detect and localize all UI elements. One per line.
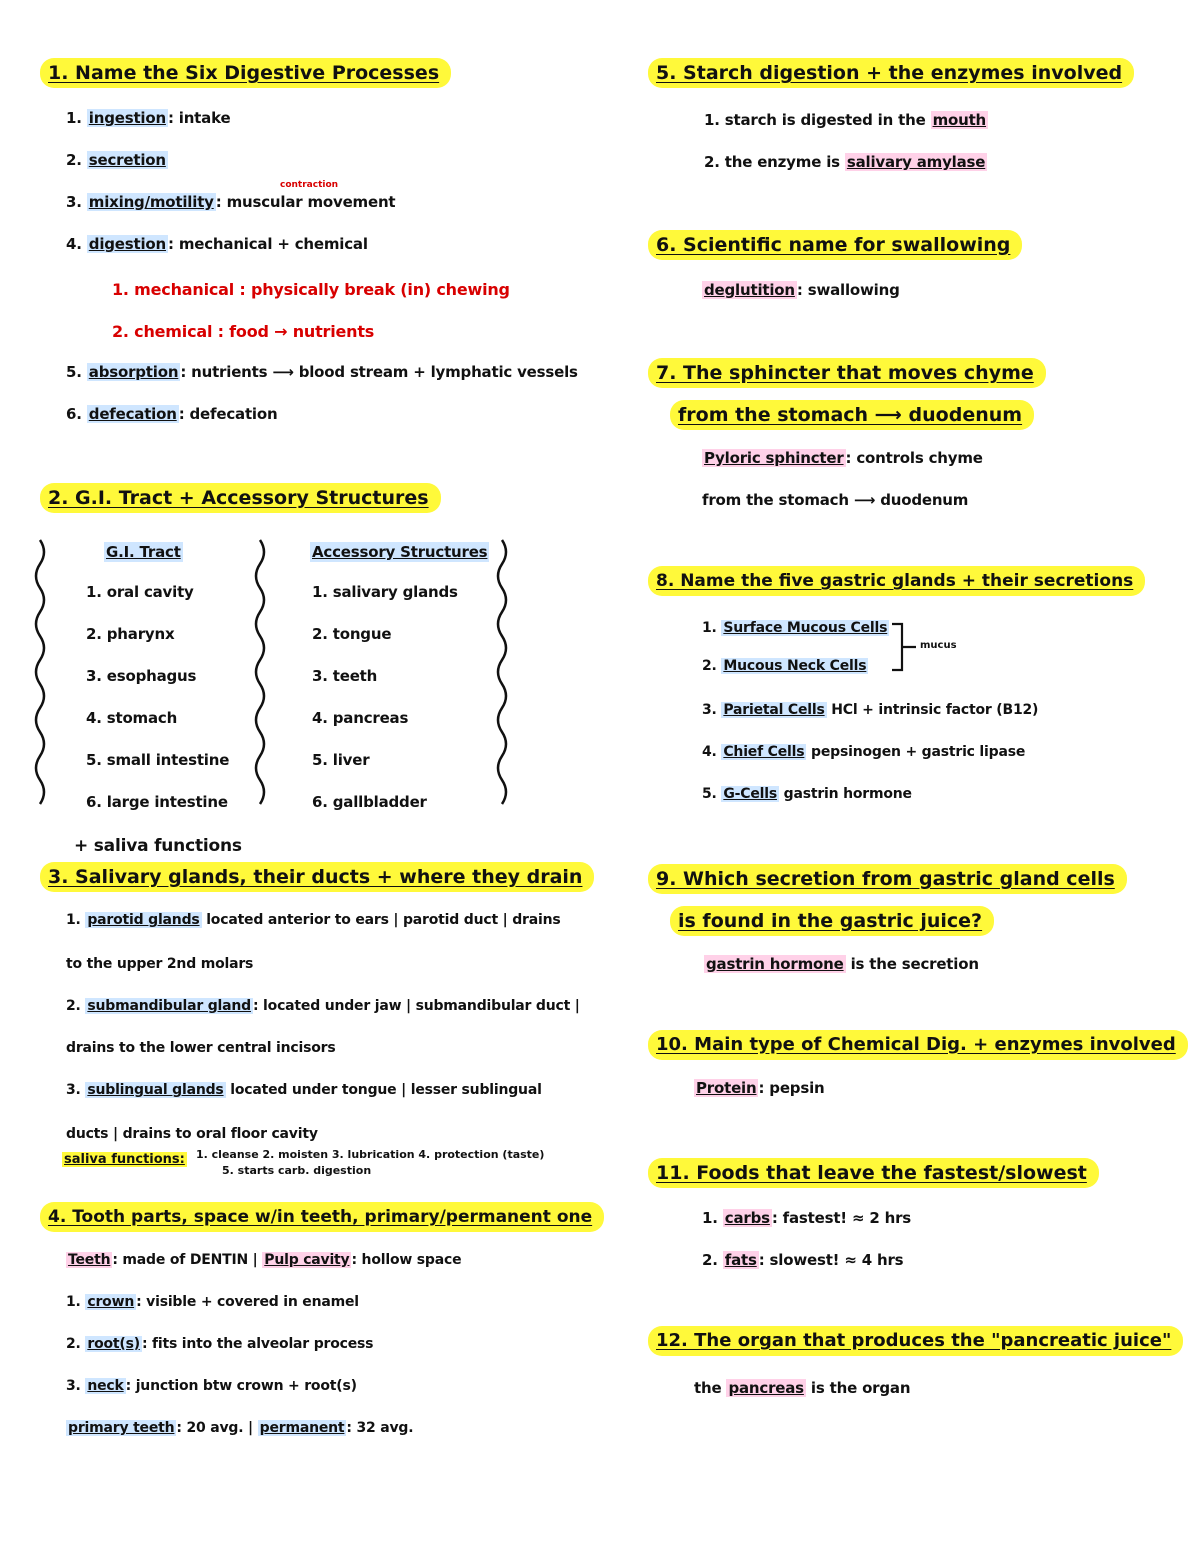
line-number: 5.	[702, 786, 717, 802]
accessory-item: 6. gallbladder	[312, 793, 427, 811]
tooth-term: Pulp cavity	[264, 1252, 350, 1268]
gi-tract-item: 1. oral cavity	[86, 583, 194, 601]
s3-line: drains to the lower central incisors	[66, 1040, 336, 1056]
line-text: : fits into the alveolar process	[141, 1336, 374, 1352]
food-term: carbs	[724, 1209, 770, 1227]
item-term: ingestion	[88, 109, 166, 127]
s3-line	[66, 910, 560, 930]
s8-line	[702, 784, 912, 804]
saliva-functions-list-2: 5. starts carb. digestion	[222, 1164, 372, 1177]
s4-line	[66, 1292, 359, 1312]
s4-line	[66, 1250, 461, 1270]
line-number: 1.	[702, 1209, 718, 1227]
item-term: secretion	[88, 151, 166, 169]
section-9-title-line1: 9. Which secretion from gastric gland cells	[648, 864, 1127, 894]
s1-sub-2: 2. chemical : food → nutrients	[112, 322, 375, 341]
s1-item-4	[66, 234, 368, 254]
line-text: HCl + intrinsic factor (B12)	[826, 702, 1039, 718]
item-number: 3.	[66, 193, 82, 211]
line-text: : made of DENTIN |	[112, 1252, 263, 1268]
gi-tract-item: 5. small intestine	[86, 751, 230, 769]
section-6-title: 6. Scientific name for swallowing	[648, 230, 1022, 260]
section-12-title: 12. The organ that produces the "pancreatic juice"	[648, 1326, 1183, 1356]
key-term: Pyloric sphincter	[704, 449, 844, 467]
s4-line	[66, 1334, 373, 1354]
line-text: located under tongue | lesser sublingual	[225, 1082, 542, 1098]
section-8-title: 8. Name the five gastric glands + their secretions	[648, 566, 1145, 596]
s3-line: to the upper 2nd molars	[66, 956, 254, 972]
cell-term: G-Cells	[723, 786, 777, 802]
accessory-item: 1. salivary glands	[312, 583, 458, 601]
wavy-brace-right	[492, 538, 512, 808]
s1-item-3	[66, 192, 395, 212]
line-text: : visible + covered in enamel	[136, 1294, 359, 1310]
key-term: mouth	[932, 111, 987, 129]
item-text: : mechanical + chemical	[168, 235, 368, 253]
line-text: : 32 avg.	[346, 1420, 414, 1436]
section-7-title-line1: 7. The sphincter that moves chyme	[648, 358, 1046, 388]
s2-note: + saliva functions	[74, 836, 242, 856]
item-text: : defecation	[178, 405, 278, 423]
section-3-title: 3. Salivary glands, their ducts + where they drain	[40, 862, 594, 892]
s1-item-6	[66, 404, 277, 424]
item-number: 5.	[66, 363, 82, 381]
accessory-item: 3. teeth	[312, 667, 378, 685]
tooth-term: crown	[87, 1294, 135, 1310]
tooth-term: primary teeth	[68, 1420, 175, 1436]
s8-line	[702, 656, 868, 676]
line-text: located anterior to ears | parotid duct | drains	[201, 912, 561, 928]
s4-line	[66, 1376, 357, 1396]
item-term: defecation	[88, 405, 177, 423]
s7-line-2: from the stomach ⟶ duodenum	[702, 491, 969, 509]
s11-line	[702, 1208, 911, 1228]
item-term: mixing/motility	[88, 193, 214, 211]
s1-annotation: contraction	[280, 180, 339, 190]
s1-sub-1: 1. mechanical : physically break (in) chewing	[112, 280, 510, 299]
s11-line	[702, 1250, 903, 1270]
line-text: the	[694, 1379, 727, 1397]
s1-item-5	[66, 362, 578, 382]
gi-tract-item: 3. esophagus	[86, 667, 197, 685]
line-text: : located under jaw | submandibular duct |	[252, 998, 580, 1014]
line-text: : swallowing	[796, 281, 900, 299]
bracket-icon	[888, 618, 920, 678]
accessory-item: 2. tongue	[312, 625, 392, 643]
section-7-title-line2: from the stomach ⟶ duodenum	[670, 400, 1034, 430]
tooth-term: neck	[87, 1378, 124, 1394]
line-text: : hollow space	[351, 1252, 462, 1268]
gi-tract-item: 6. large intestine	[86, 793, 228, 811]
cell-term: Surface Mucous Cells	[723, 620, 888, 636]
food-term: fats	[724, 1251, 757, 1269]
line-text: : junction btw crown + root(s)	[125, 1378, 357, 1394]
line-text: : 20 avg. |	[176, 1420, 258, 1436]
saliva-functions-label: saliva functions:	[64, 1152, 185, 1167]
line-number: 3.	[66, 1378, 81, 1394]
gi-tract-item: 4. stomach	[86, 709, 178, 727]
line-number: 1.	[66, 912, 81, 928]
tooth-term: Teeth	[68, 1252, 111, 1268]
item-text: : intake	[167, 109, 231, 127]
item-text: : muscular movement	[215, 193, 396, 211]
line-text: : slowest! ≈ 4 hrs	[758, 1251, 904, 1269]
line-number: 1.	[702, 620, 717, 636]
accessory-item: 4. pancreas	[312, 709, 409, 727]
s3-line: ducts | drains to oral floor cavity	[66, 1126, 318, 1142]
accessory-heading: Accessory Structures	[312, 543, 488, 561]
s8-line	[702, 618, 889, 638]
line-text: : fastest! ≈ 2 hrs	[771, 1209, 912, 1227]
section-5-title: 5. Starch digestion + the enzymes involved	[648, 58, 1134, 88]
item-number: 1.	[66, 109, 82, 127]
wavy-brace-left	[30, 538, 50, 808]
s3-line	[66, 1080, 542, 1100]
cell-term: Chief Cells	[723, 744, 805, 760]
gi-tract-item: 2. pharynx	[86, 625, 175, 643]
s3-line	[66, 996, 580, 1016]
s10-line	[694, 1078, 825, 1098]
cell-term: Mucous Neck Cells	[723, 658, 867, 674]
key-term: gastrin hormone	[706, 955, 844, 973]
key-term: Protein	[696, 1079, 757, 1097]
line-number: 1.	[66, 1294, 81, 1310]
item-text: : nutrients ⟶ blood stream + lymphatic vessels	[180, 363, 578, 381]
item-term: digestion	[88, 235, 166, 253]
key-term: deglutition	[704, 281, 795, 299]
line-text: is the organ	[805, 1379, 911, 1397]
wavy-brace-middle	[250, 538, 270, 808]
section-10-title: 10. Main type of Chemical Dig. + enzymes involved	[648, 1030, 1188, 1060]
line-text: : controls chyme	[845, 449, 983, 467]
line-text: 1. starch is digested in the	[704, 111, 931, 129]
item-number: 2.	[66, 151, 82, 169]
s6-line	[702, 280, 900, 300]
line-number: 2.	[702, 1251, 718, 1269]
key-term: salivary amylase	[846, 153, 986, 171]
s9-line	[704, 954, 979, 974]
line-text: : pepsin	[758, 1079, 825, 1097]
bracket-label: mucus	[920, 640, 957, 651]
s4-line	[66, 1418, 413, 1438]
item-number: 4.	[66, 235, 82, 253]
item-number: 6.	[66, 405, 82, 423]
accessory-item: 5. liver	[312, 751, 370, 769]
gland-term: submandibular gland	[87, 998, 251, 1014]
line-number: 2.	[66, 1336, 81, 1352]
s1-item-1	[66, 108, 230, 128]
line-text: is the secretion	[845, 955, 979, 973]
gland-term: sublingual glands	[87, 1082, 224, 1098]
line-number: 2.	[702, 658, 717, 674]
line-text: pepsinogen + gastric lipase	[806, 744, 1026, 760]
s7-line	[702, 448, 983, 468]
cell-term: Parietal Cells	[723, 702, 825, 718]
line-number: 2.	[66, 998, 81, 1014]
saliva-functions-list: 1. cleanse 2. moisten 3. lubrication 4. protection (taste)	[196, 1148, 545, 1161]
s1-item-2	[66, 150, 168, 170]
s8-line	[702, 700, 1038, 720]
gi-tract-heading: G.I. Tract	[106, 543, 181, 561]
line-number: 3.	[702, 702, 717, 718]
s5-line	[704, 152, 987, 172]
item-term: absorption	[88, 363, 179, 381]
line-number: 3.	[66, 1082, 81, 1098]
key-term: pancreas	[728, 1379, 804, 1397]
s5-line	[704, 110, 988, 130]
line-number: 4.	[702, 744, 717, 760]
gland-term: parotid glands	[87, 912, 200, 928]
line-text: 2. the enzyme is	[704, 153, 845, 171]
section-4-title: 4. Tooth parts, space w/in teeth, primary/permanent one	[40, 1202, 604, 1232]
line-text: gastrin hormone	[778, 786, 912, 802]
section-9-title-line2: is found in the gastric juice?	[670, 906, 994, 936]
section-2-title: 2. G.I. Tract + Accessory Structures	[40, 483, 441, 513]
section-11-title: 11. Foods that leave the fastest/slowest	[648, 1158, 1099, 1188]
tooth-term: root(s)	[87, 1336, 140, 1352]
tooth-term: permanent	[259, 1420, 345, 1436]
s8-line	[702, 742, 1025, 762]
section-1-title: 1. Name the Six Digestive Processes	[40, 58, 451, 88]
s12-line	[694, 1378, 910, 1398]
